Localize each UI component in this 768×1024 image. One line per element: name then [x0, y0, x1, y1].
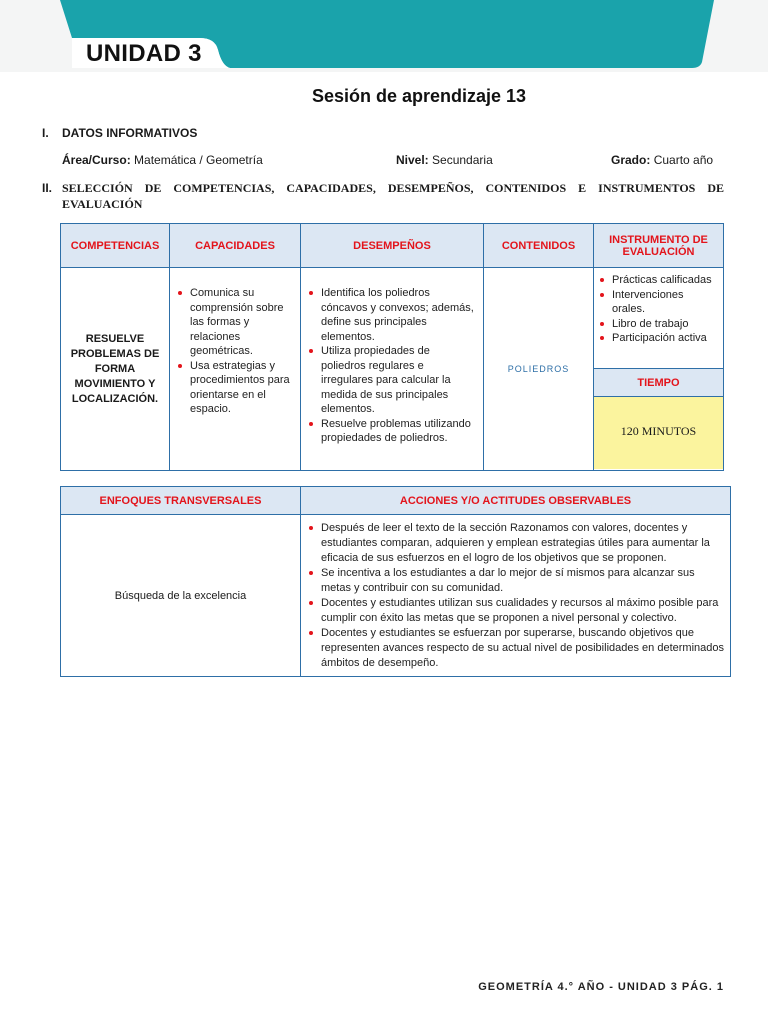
contenido-cell: POLIEDROS [484, 268, 594, 471]
capacidades-cell [170, 268, 301, 471]
acciones-list [307, 521, 726, 671]
competencias-body-row [61, 268, 724, 471]
desempenos-cell [301, 268, 484, 471]
area-value: Matemática / Geometría [134, 153, 263, 167]
list-item: Intervenciones orales. [598, 288, 719, 317]
enfoques-table [60, 486, 731, 677]
grado-field [611, 153, 713, 167]
list-item: Se incentiva a los estudiantes a dar lo mejor de sí mismos para alcanzar sus metas y contribuir con su comunidad. [307, 566, 726, 596]
acciones-cell [301, 515, 731, 677]
section-1-heading [42, 126, 197, 140]
list-item: Después de leer el texto de la sección Razonamos con valores, docentes y estudiantes comparan, adquieren y emplean estrategias útiles para aumentar la eficacia de sus esfuerzos en el logro de los objetivos que se proponen. [307, 521, 726, 566]
capacidades-list [176, 286, 294, 417]
header-competencias: COMPETENCIAS [61, 224, 170, 268]
list-item: Utiliza propiedades de poliedros regulares e irregulares para calcular la medida de sus principales elementos. [307, 344, 477, 417]
grado-label: Grado: [611, 153, 651, 167]
page-footer: GEOMETRÍA 4.° AÑO - UNIDAD 3 PÁG. 1 [478, 981, 724, 993]
enfoque-cell: Búsqueda de la excelencia [61, 515, 301, 677]
header-desempenos: DESEMPEÑOS [301, 224, 484, 268]
unit-title: UNIDAD 3 [86, 40, 202, 67]
list-item: Prácticas calificadas [598, 273, 719, 288]
area-label: Área/Curso: [62, 153, 131, 167]
header-contenidos: CONTENIDOS [484, 224, 594, 268]
desempenos-list [307, 286, 477, 446]
list-item: Participación activa [598, 331, 719, 346]
header-capacidades: CAPACIDADES [170, 224, 301, 268]
header-instrumento: INSTRUMENTO DE EVALUACIÓN [594, 224, 724, 268]
section-1-number: I. [42, 126, 49, 140]
nivel-label: Nivel: [396, 153, 429, 167]
tiempo-header: TIEMPO [594, 368, 723, 397]
instrumentos-list [598, 273, 719, 346]
competencias-table [60, 223, 724, 471]
instrumentos-box [594, 268, 723, 368]
enfoques-body-row [61, 515, 731, 677]
section-1-title: DATOS INFORMATIVOS [62, 126, 198, 140]
list-item: Comunica su comprensión sobre las formas y relaciones geométricas. [176, 286, 294, 359]
list-item: Usa estrategias y procedimientos para orientarse en el espacio. [176, 359, 294, 417]
competencia-cell: RESUELVE PROBLEMAS DE FORMA MOVIMIENTO Y LOCALIZACIÓN. [61, 268, 170, 471]
header-enfoques: ENFOQUES TRANSVERSALES [61, 487, 301, 515]
list-item: Resuelve problemas utilizando propiedades de poliedros. [307, 417, 477, 446]
list-item: Docentes y estudiantes se esfuerzan por superarse, buscando objetivos que representen avances respecto de su actual nivel de posibilidades en determinados ámbitos de desempeño. [307, 626, 726, 671]
list-item: Docentes y estudiantes utilizan sus cualidades y recursos al máximo posible para cumplir con éxito las metas que se proponen a nivel personal y colectivo. [307, 596, 726, 626]
session-title: Sesión de aprendizaje 13 [311, 86, 527, 106]
competencias-header-row [61, 224, 724, 268]
section-2-number: II. [42, 181, 53, 195]
enfoques-header-row [61, 487, 731, 515]
nivel-field [396, 153, 493, 167]
grado-value: Cuarto año [653, 153, 714, 167]
instrumento-cell [594, 268, 724, 471]
nivel-value: Secundaria [432, 153, 493, 167]
header-acciones: ACCIONES Y/O ACTITUDES OBSERVABLES [301, 487, 731, 515]
tiempo-value: 120 MINUTOS [594, 397, 723, 469]
list-item: Identifica los poliedros cóncavos y convexos; además, define sus principales elementos. [307, 286, 477, 344]
section-2-heading [42, 180, 724, 212]
section-2-title: SELECCIÓN DE COMPETENCIAS, CAPACIDADES, DESEMPEÑOS, CONTENIDOS E INSTRUMENTOS DE EVALUACIÓN [62, 181, 724, 211]
list-item: Libro de trabajo [598, 317, 719, 332]
area-field [62, 153, 263, 167]
